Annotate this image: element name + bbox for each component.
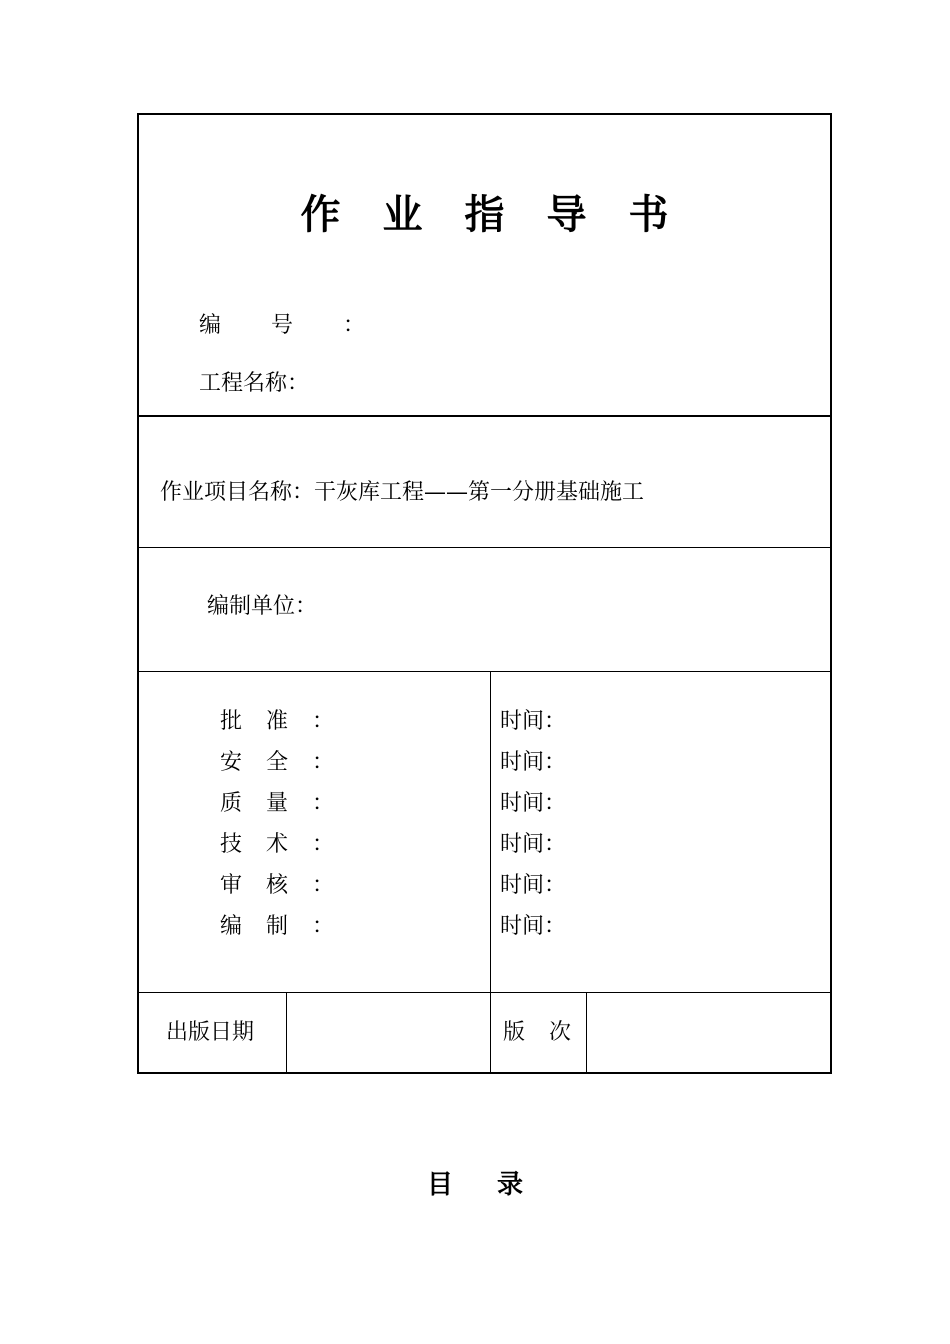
table-of-contents-heading: 目录 <box>426 1170 567 1200</box>
safety-time-label: 时间： <box>500 750 567 775</box>
technical-time-label: 时间： <box>500 832 567 857</box>
compiling-unit-label: 编制单位： <box>207 594 318 619</box>
technical-label: 技术： <box>220 832 359 857</box>
column-divider-1 <box>286 992 287 1074</box>
instruction-form <box>137 113 832 1074</box>
section-divider-4 <box>139 992 830 993</box>
quality-time-label: 时间： <box>500 791 567 816</box>
section-divider-3 <box>139 671 830 672</box>
publish-date-label: 出版日期 <box>166 1020 255 1045</box>
review-time-label: 时间： <box>500 873 567 898</box>
version-label: 版次 <box>503 1020 596 1045</box>
document-title: 作业指导书 <box>300 192 711 238</box>
section-divider-1 <box>139 415 830 417</box>
review-label: 审核： <box>220 873 359 898</box>
safety-label: 安全： <box>220 750 359 775</box>
approve-label: 批准： <box>220 709 359 734</box>
number-label-text: 编号： <box>199 313 416 338</box>
compile-time-label: 时间： <box>500 914 567 939</box>
approve-time-label: 时间： <box>500 709 567 734</box>
section-divider-2 <box>139 547 830 548</box>
quality-label: 质量： <box>220 791 359 816</box>
column-divider-middle <box>490 671 491 1074</box>
number-label <box>199 314 415 338</box>
project-name-label: 工程名称： <box>199 371 310 396</box>
compile-label: 编制： <box>220 914 359 939</box>
item-name-label: 作业项目名称：干灰库工程——第一分册基础施工 <box>160 480 645 505</box>
